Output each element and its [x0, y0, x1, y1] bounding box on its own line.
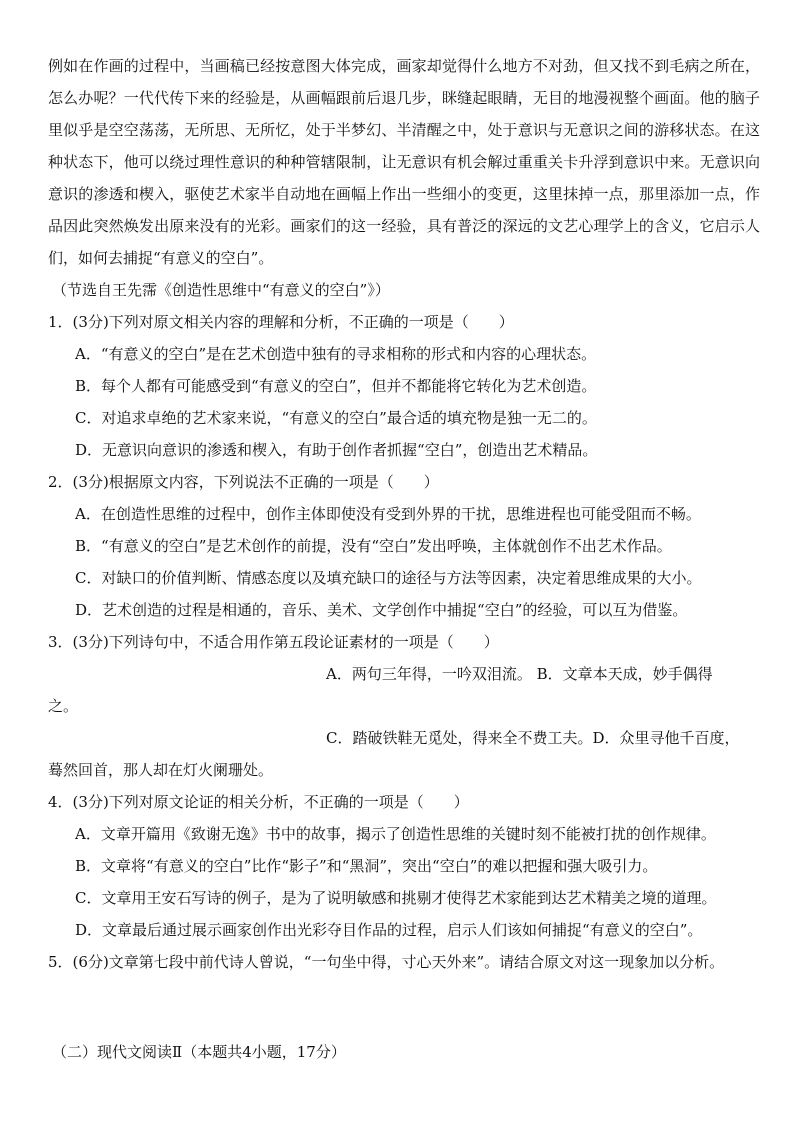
question-2	[48, 466, 760, 626]
question-2-option-d: D．艺术创造的过程是相通的，音乐、美术、文学创作中捕捉“空白”的经验，可以互为借鉴。	[75, 601, 688, 619]
question-1	[48, 306, 760, 466]
question-4-option-b: B．文章将“有意义的空白”比作“影子”和“黑洞”，突出“空白”的难以把握和强大吸引力。	[75, 857, 658, 875]
question-3-options-ab-tail: 之。	[48, 697, 79, 715]
question-3-options-cd-tail: 蓦然回首，那人却在灯火阑珊处。	[48, 761, 274, 779]
question-2-stem: 2．(3分)根据原文内容，下列说法不正确的一项是（ ）	[48, 473, 439, 491]
question-3-options-row-2	[48, 722, 760, 754]
question-5-stem: 5．(6分)文章第七段中前代诗人曾说，“一句坐中得，寸心天外来”。请结合原文对这一现象加以分析。	[48, 953, 725, 971]
question-2-option-c: C．对缺口的价值判断、情感态度以及填充缺口的途径与方法等因素，决定着思维成果的大小。	[75, 569, 702, 587]
question-4-stem: 4．(3分)下列对原文论证的相关分析，不正确的一项是（ ）	[48, 793, 469, 811]
passage-paragraph: 例如在作画的过程中，当画稿已经按意图大体完成，画家却觉得什么地方不对劲，但又找不到毛病之所在，怎么办呢？一代代传下来的经验是，从画幅跟前后退几步，眯缝起眼睛，无目的地漫视整个画面。他的脑子里似乎是空空荡荡，无所思、无所忆，处于半梦幻、半清醒之中，处于意识与无意识之间的游移状态。在这种状态下，他可以绕过理性意识的种种管辖限制，让无意识有机会解过重重关卡升浮到意识中来。无意识向意识的渗透和楔入，驱使艺术家半自动地在画幅上作出一些细小的变更，这里抹掉一点，那里添加一点，作品因此突然焕发出原来没有的光彩。画家们的这一经验，具有普泛的深远的文艺心理学上的含义，它启示人们，如何去捕捉“有意义的空白”。	[48, 57, 760, 267]
question-1-option-d: D．无意识向意识的渗透和楔入，有助于创作者抓握“空白”，创造出艺术精品。	[75, 441, 598, 459]
question-4-option-c: C．文章用王安石写诗的例子，是为了说明敏感和挑剔才使得艺术家能到达艺术精美之境的道理。	[75, 889, 717, 907]
question-4-option-d: D．文章最后通过展示画家创作出光彩夺目作品的过程，启示人们该如何捕捉“有意义的空白”。	[75, 921, 703, 939]
question-3	[48, 626, 760, 786]
question-1-option-c: C．对追求卓绝的艺术家来说，“有意义的空白”最合适的填充物是独一无二的。	[75, 409, 597, 427]
question-2-option-a: A．在创造性思维的过程中，创作主体即使没有受到外界的干扰，思维进程也可能受阻而不畅。	[75, 505, 701, 523]
question-3-options-row-1	[48, 658, 760, 690]
question-1-option-a: A．“有意义的空白”是在艺术创造中独有的寻求相称的形式和内容的心理状态。	[75, 345, 597, 363]
question-3-options-cd: C．踏破铁鞋无觅处，得来全不费工夫。D．众里寻他千百度，	[326, 729, 740, 747]
passage-source: （节选自王先霈《创造性思维中“有意义的空白”》）	[52, 281, 390, 299]
question-3-stem: 3．(3分)下列诗句中，不适合用作第五段论证素材的一项是（ ）	[48, 633, 499, 651]
question-1-option-b: B．每个人都有可能感受到“有意义的空白”，但并不都能将它转化为艺术创造。	[75, 377, 597, 395]
question-3-options-ab: A．两句三年得，一吟双泪流。 B．文章本天成，妙手偶得	[326, 665, 713, 683]
exam-page	[48, 50, 760, 978]
question-4-option-a: A．文章开篇用《致谢无逸》书中的故事，揭示了创造性思维的关键时刻不能被打扰的创作规律。	[75, 825, 716, 843]
question-2-option-b: B．“有意义的空白”是艺术创作的前提，没有“空白”发出呼唤，主体就创作不出艺术作品。	[75, 537, 672, 555]
question-5	[48, 946, 760, 978]
question-4	[48, 786, 760, 946]
question-1-stem: 1．(3分)下列对原文相关内容的理解和分析，不正确的一项是（ ）	[48, 313, 514, 331]
section-heading: （二）现代文阅读Ⅱ（本题共4小题，17分）	[52, 1043, 346, 1061]
